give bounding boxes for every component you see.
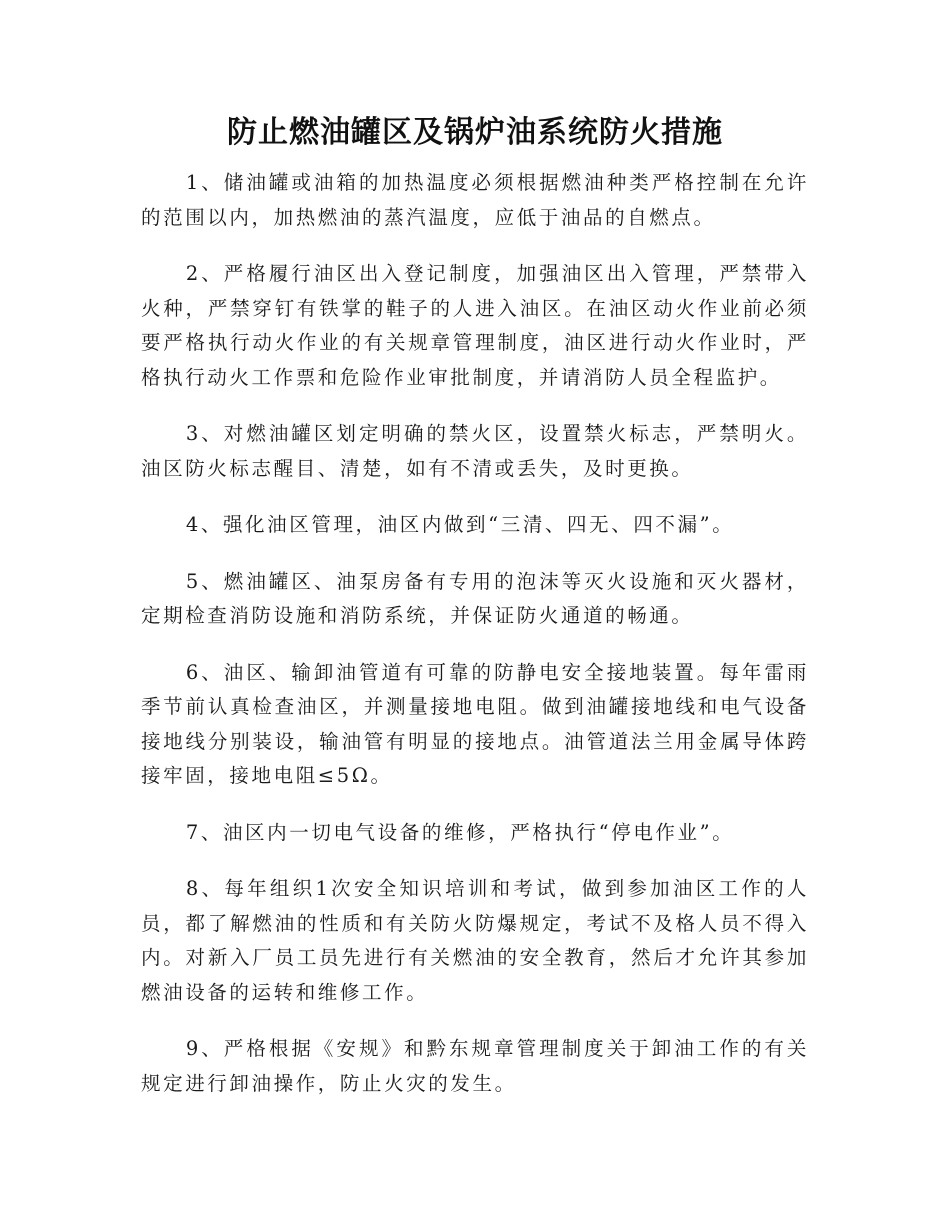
paragraph-7: 7、油区内一切电气设备的维修，严格执行“停电作业”。 xyxy=(185,820,735,844)
paragraph-6: 6、油区、输卸油管道有可靠的防静电安全接地装置。每年雷雨季节前认真检查油区，并测量接地电阻。做到油罐接地线和电气设备接地线分别装设，输油管有明显的接地点。油管道法兰用金属导体跨接牢固，接地电阻≤5Ω。 xyxy=(141,660,809,787)
document-body xyxy=(141,166,809,1123)
paragraph-9: 9、严格根据《安规》和黔东规章管理制度关于卸油工作的有关规定进行卸油操作，防止火灾的发生。 xyxy=(141,1037,809,1095)
paragraph-2: 2、严格履行油区出入登记制度，加强油区出入管理，严禁带入火种，严禁穿钉有铁掌的鞋子的人进入油区。在油区动火作业前必须要严格执行动火作业的有关规章管理制度，油区进行动火作业时，严格执行动火工作票和危险作业审批制度，并请消防人员全程监护。 xyxy=(141,262,809,389)
paragraph-8: 8、每年组织1次安全知识培训和考试，做到参加油区工作的人员，都了解燃油的性质和有关防火防爆规定，考试不及格人员不得入内。对新入厂员工员先进行有关燃油的安全教育，然后才允许其参加燃油设备的运转和维修工作。 xyxy=(141,877,809,1004)
paragraph-5: 5、燃油罐区、油泵房备有专用的泡沫等灭火设施和灭火器材，定期检查消防设施和消防系统，并保证防火通道的畅通。 xyxy=(141,569,809,627)
paragraph-1: 1、储油罐或油箱的加热温度必须根据燃油种类严格控制在允许的范围以内，加热燃油的蒸汽温度，应低于油品的自燃点。 xyxy=(141,171,809,229)
paragraph-4: 4、强化油区管理，油区内做到“三清、四无、四不漏”。 xyxy=(185,513,735,536)
document-title: 防止燃油罐区及锅炉油系统防火措施 xyxy=(227,115,723,150)
paragraph-3: 3、对燃油罐区划定明确的禁火区，设置禁火标志，严禁明火。油区防火标志醒目、清楚，如有不清或丢失，及时更换。 xyxy=(141,422,809,480)
